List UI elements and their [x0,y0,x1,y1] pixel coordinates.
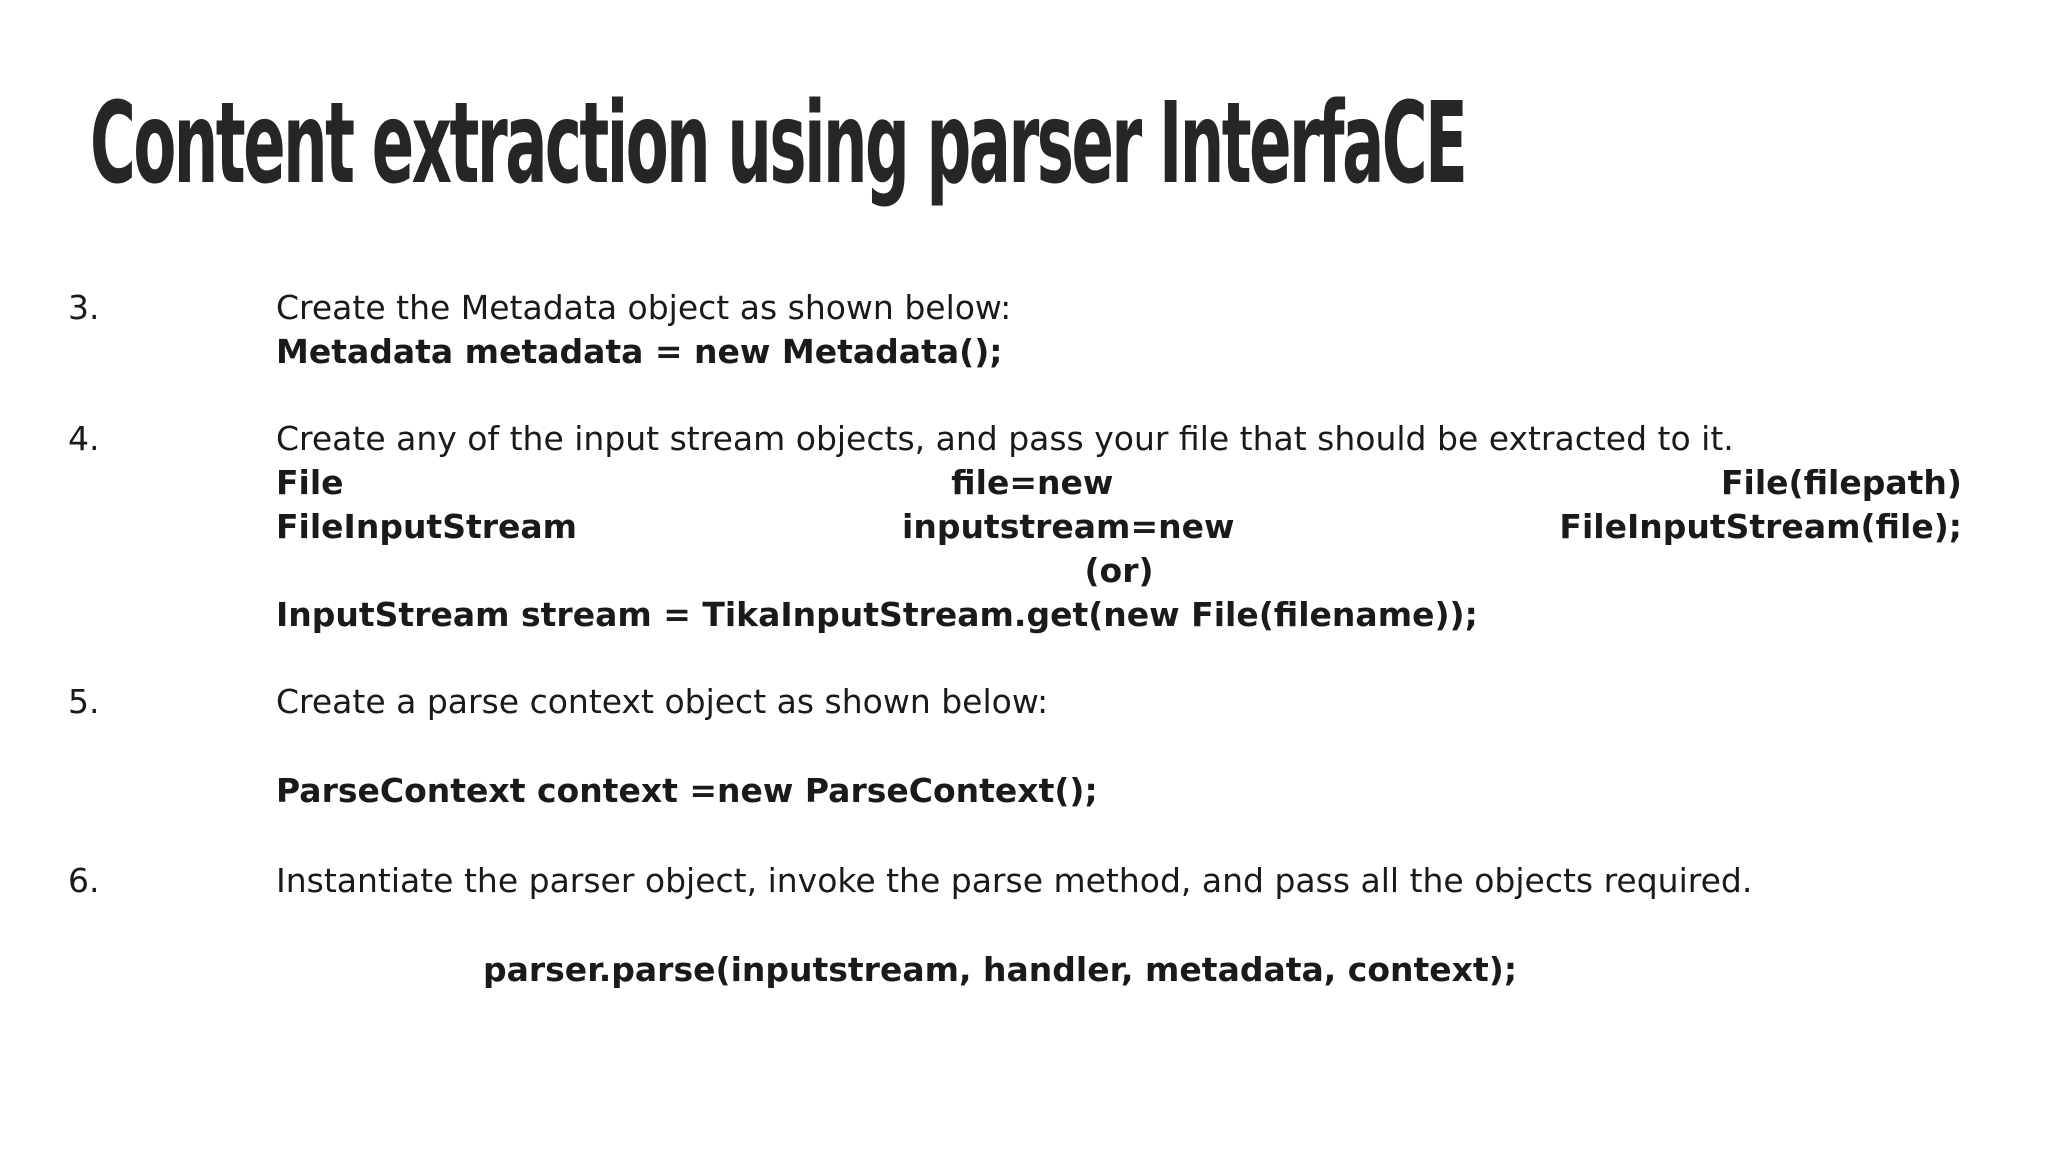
step-6-code: parser.parse(inputstream, handler, metadata, context); [483,950,1518,989]
step-6-number: 6. [68,861,100,900]
code-token: FileInputStream(file); [1559,507,1962,546]
step-4-number: 4. [68,419,100,458]
code-token: inputstream=new [902,507,1235,546]
step-4-code-row-1 [276,461,1962,505]
step-4-code: InputStream stream = TikaInputStream.get(new File(filename)); [276,595,1478,634]
step-4-text: Create any of the input stream objects, and pass your file that should be extracted to it. [276,419,1734,458]
step-6-text: Instantiate the parser object, invoke the parse method, and pass all the objects required. [276,861,1753,900]
step-3-number: 3. [68,288,100,327]
or-separator: (or) [1084,551,1154,590]
code-token: File(filepath) [1720,463,1962,502]
step-5-code: ParseContext context =new ParseContext(); [276,771,1098,810]
step-3-text: Create the Metadata object as shown below: [276,288,1012,327]
step-3-code: Metadata metadata = new Metadata(); [276,332,1003,371]
slide-title: Content extraction using parser InterfaCE [90,79,1466,209]
code-token: file=new [951,463,1114,502]
step-5-number: 5. [68,682,100,721]
code-token: File [276,463,344,502]
step-4-code-row-2 [276,505,1962,549]
code-token: FileInputStream [276,507,578,546]
step-5-text: Create a parse context object as shown below: [276,682,1049,721]
